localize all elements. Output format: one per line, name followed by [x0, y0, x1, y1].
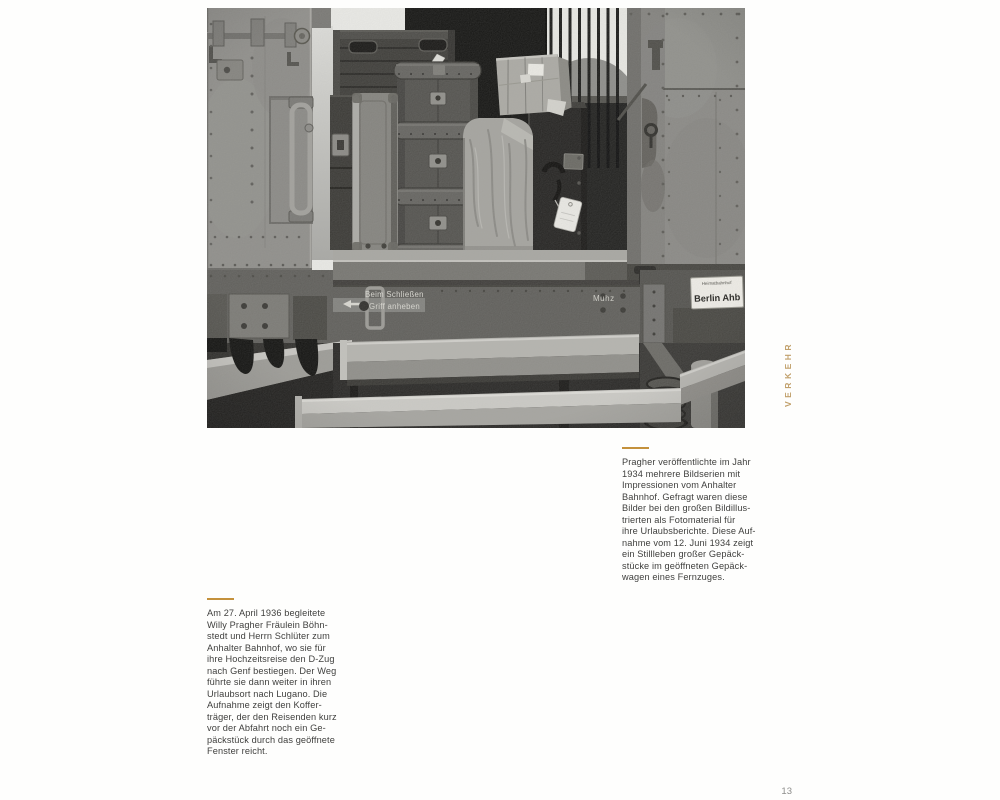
- caption-line: nahme vom 12. Juni 1934 zeigt: [622, 537, 754, 548]
- caption-line: trierten als Fotomaterial für: [622, 514, 736, 525]
- caption-line: Bahnhof. Gefragt waren diese: [622, 491, 748, 502]
- caption-right: [622, 447, 756, 584]
- photo-svg: [207, 8, 745, 428]
- caption-line: Urlaubsort nach Lugano. Die: [207, 688, 328, 699]
- caption-line: Pragher veröffentlichte im Jahr: [622, 457, 751, 467]
- caption-line: vor der Abfahrt noch ein Ge-: [207, 723, 326, 733]
- caption-line: stücke im geöffneten Gepäck-: [622, 560, 748, 571]
- caption-line: träger, der den Reisenden kurz: [207, 711, 337, 722]
- caption-line: Bilder bei den großen Bildillus-: [622, 503, 751, 513]
- caption-line: ein Stillleben großer Gepäck-: [622, 549, 745, 559]
- caption-right-text: [622, 457, 756, 584]
- caption-line: nach Genf bestiegen. Der Weg: [207, 665, 337, 676]
- page-number: 13: [781, 786, 792, 797]
- caption-left-text: [207, 608, 337, 758]
- caption-line: Aufnahme zeigt den Koffer-: [207, 700, 322, 710]
- caption-rule: [622, 447, 649, 449]
- caption-rule: [207, 598, 234, 600]
- caption-line: stedt und Herrn Schlüter zum: [207, 631, 330, 641]
- caption-line: 1934 mehrere Bildserien mit: [622, 468, 741, 479]
- caption-line: Anhalter Bahnhof, wo sie für: [207, 642, 326, 653]
- caption-line: wagen eines Fernzuges.: [622, 572, 725, 582]
- caption-line: päckstück durch das geöffnete: [207, 734, 335, 745]
- caption-line: Fenster reicht.: [207, 746, 268, 756]
- caption-line: führte sie dann weiter in ihren: [207, 677, 332, 687]
- caption-left: [207, 598, 337, 758]
- caption-line: ihre Hochzeitsreise den D-Zug: [207, 654, 335, 664]
- photo-baggage-car: [207, 8, 745, 428]
- caption-line: Am 27. April 1936 begleitete: [207, 608, 326, 618]
- caption-line: Impressionen vom Anhalter: [622, 480, 737, 490]
- photo-grain: [207, 8, 745, 428]
- caption-line: ihre Urlaubsberichte. Diese Auf-: [622, 526, 756, 536]
- section-label-verkehr: VERKEHR: [783, 340, 793, 408]
- caption-line: Willy Pragher Fräulein Böhn-: [207, 619, 328, 630]
